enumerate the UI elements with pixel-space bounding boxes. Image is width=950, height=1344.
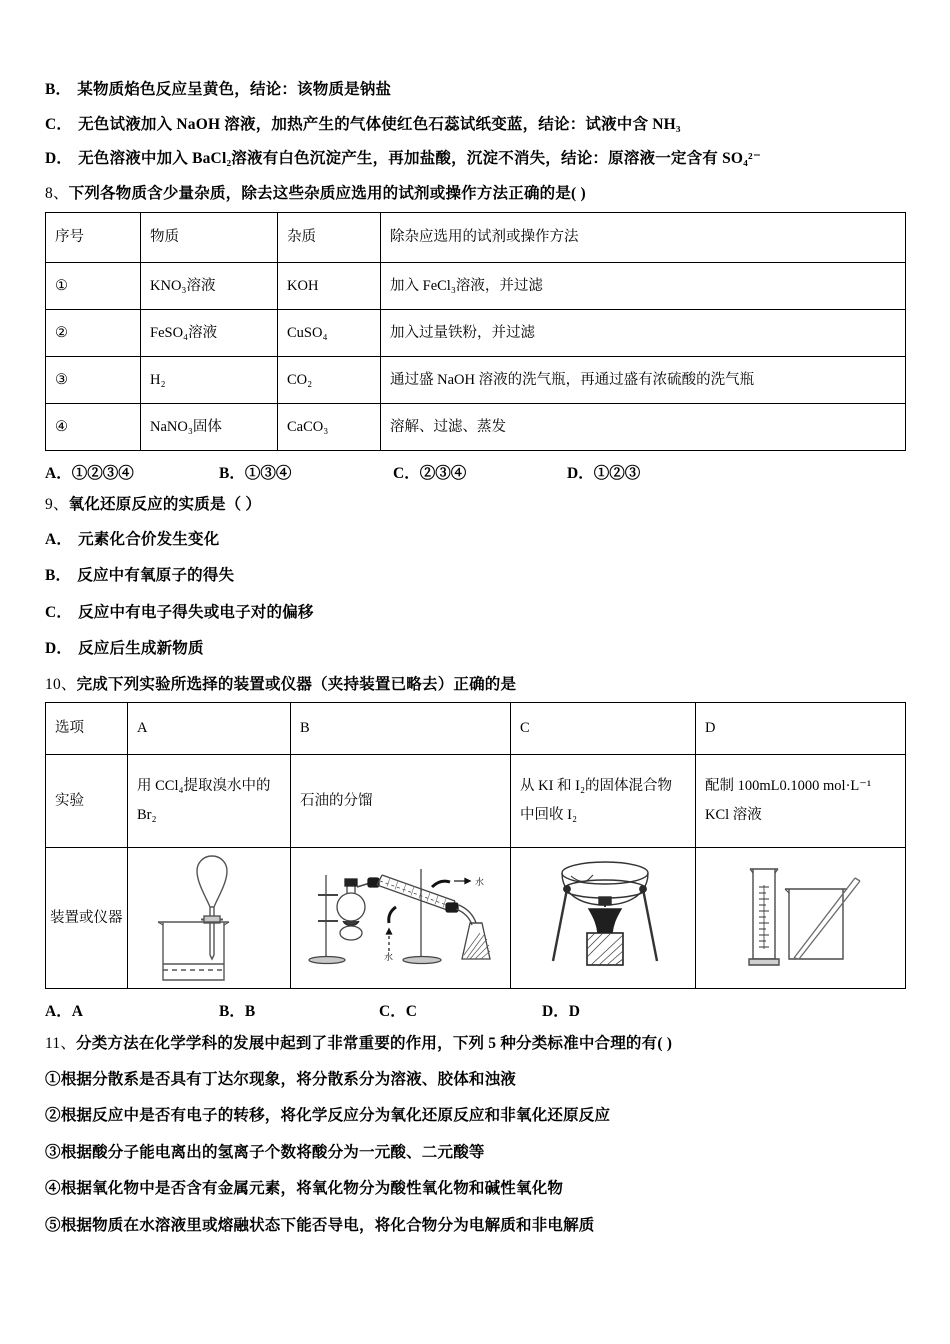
experiment-cell-d	[696, 755, 906, 848]
cell-substance: NaNO₃固体	[141, 404, 278, 451]
header-cell-a: A	[128, 703, 291, 755]
option-text: 反应中有氧原子的得失	[77, 567, 235, 584]
header-cell-c: C	[511, 703, 696, 755]
experiment-cell-c	[511, 755, 696, 848]
header-cell-method: 除杂应选用的试剂或操作方法	[381, 213, 906, 263]
question-10-text: 完成下列实验所选择的装置或仪器（夹持装置已略去）正确的是	[76, 675, 517, 693]
impurity-removal-table	[45, 212, 906, 451]
question-10-number: 10、	[45, 675, 77, 693]
cell-index: ①	[46, 263, 141, 310]
apparatus-cell-c	[511, 848, 696, 989]
option-d-label: D．	[45, 150, 73, 167]
option-text: 元素化合价发生变化	[78, 530, 220, 548]
question-9-option-c[interactable]	[45, 605, 905, 621]
question-8-stem	[45, 186, 905, 202]
question-8-choices	[45, 461, 905, 482]
question-11-text: 分类方法在化学学科的发展中起到了非常重要的作用，下列 5 种分类标准中合理的有( )	[76, 1035, 673, 1052]
option-d-text: 无色溶液中加入 BaCl₂溶液有白色沉淀产生，再加盐酸，沉淀不消失，结论：原溶液一定含有 SO₄²⁻	[78, 150, 762, 167]
cell-index: ④	[46, 404, 141, 451]
apparatus-cell-d	[696, 848, 906, 989]
cell-substance: KNO₃溶液	[141, 263, 278, 310]
table-header-row	[46, 703, 906, 755]
header-cell-d: D	[696, 703, 906, 755]
table-row	[46, 404, 906, 451]
option-c-text: 无色试液加入 NaOH 溶液，加热产生的气体使红色石蕊试纸变蓝，结论：试液中含 NH₃	[78, 115, 681, 133]
option-label: C．	[45, 603, 73, 621]
choice-a[interactable]: A．A	[45, 1003, 83, 1020]
cell-impurity: KOH	[278, 263, 381, 310]
table-row	[46, 357, 906, 404]
water-label-upper: 水	[474, 877, 484, 887]
option-d-line	[45, 151, 905, 167]
question-11-item-1: ①根据分散系是否具有丁达尔现象，将分散系分为溶液、胶体和浊液	[45, 1070, 517, 1088]
question-11-stem	[45, 1036, 905, 1052]
header-cell-b: B	[291, 703, 511, 755]
choice-d[interactable]: D．D	[542, 1003, 580, 1020]
option-b-label: B．	[45, 81, 72, 98]
question-9-text: 氧化还原反应的实质是（ ）	[68, 496, 262, 513]
cell-impurity: CaCO₃	[278, 404, 381, 451]
experiment-text-b: 石油的分馏	[300, 792, 373, 809]
question-11-item-5: ⑤根据物质在水溶液里或熔融状态下能否导电，将化合物分为电解质和非电解质	[45, 1216, 595, 1234]
question-11-item-4: ④根据氧化物中是否含有金属元素，将氧化物分为酸性氧化物和碱性氧化物	[45, 1180, 564, 1197]
option-label: B．	[45, 567, 72, 584]
question-9-stem	[45, 497, 905, 513]
apparatus-row	[46, 848, 906, 989]
question-8-number: 8、	[45, 184, 69, 202]
question-9-option-a[interactable]	[45, 532, 905, 548]
cell-method: 加入 FeCl₃溶液，并过滤	[381, 263, 906, 310]
header-cell-substance: 物质	[141, 213, 278, 263]
experiment-text-d: 配制 100mL0.1000 mol·L⁻¹ KCl 溶液	[705, 778, 872, 823]
option-c-line	[45, 117, 905, 133]
experiment-cell-a	[128, 755, 291, 848]
option-c-label: C．	[45, 115, 73, 133]
table-header-row	[46, 213, 906, 263]
option-b-text: 某物质焰色反应呈黄色，结论：该物质是钠盐	[77, 81, 392, 98]
graduated-cylinder-beaker-stirring-rod-icon	[739, 859, 867, 977]
choice-d[interactable]: D．①②③	[567, 465, 641, 482]
question-9-option-b[interactable]	[45, 568, 905, 584]
question-8-text: 下列各物质含少量杂质，除去这些杂质应选用的试剂或操作方法正确的是( )	[68, 184, 586, 202]
row-label-apparatus: 装置或仪器	[46, 848, 128, 989]
experiment-row	[46, 755, 906, 848]
header-cell-impurity: 杂质	[278, 213, 381, 263]
question-9-number: 9、	[45, 496, 69, 513]
cell-substance: FeSO₄溶液	[141, 310, 278, 357]
choice-b[interactable]: B．B	[219, 1003, 256, 1020]
option-label: D．	[45, 640, 73, 657]
header-cell-option: 选项	[46, 703, 128, 755]
option-label: A．	[45, 530, 73, 548]
cell-method: 加入过量铁粉，并过滤	[381, 310, 906, 357]
question-11-item-3: ③根据酸分子能电离出的氢离子个数将酸分为一元酸、二元酸等	[45, 1143, 485, 1161]
cell-index: ③	[46, 357, 141, 404]
table-row	[46, 310, 906, 357]
question-11-number: 11、	[45, 1035, 77, 1052]
option-text: 反应中有电子得失或电子对的偏移	[78, 603, 314, 621]
option-b-line	[45, 82, 905, 98]
water-label-lower: 水	[383, 952, 393, 962]
choice-a[interactable]: A．①②③④	[45, 465, 134, 482]
question-10-stem	[45, 677, 905, 693]
cell-method: 溶解、过滤、蒸发	[381, 404, 906, 451]
distillation-apparatus-icon	[304, 859, 502, 977]
cell-substance: H₂	[141, 357, 278, 404]
cell-impurity: CO₂	[278, 357, 381, 404]
experiment-cell-b	[291, 755, 511, 848]
header-cell-index: 序号	[46, 213, 141, 263]
cell-impurity: CuSO₄	[278, 310, 381, 357]
separatory-funnel-and-beaker-icon	[149, 852, 274, 984]
apparatus-selection-table	[45, 702, 906, 989]
row-label-experiment: 实验	[46, 755, 128, 848]
experiment-text-c: 从 KI 和 I₂的固体混合物中回收 I₂	[520, 778, 673, 823]
cell-method: 通过盛 NaOH 溶液的洗气瓶，再通过盛有浓硫酸的洗气瓶	[381, 357, 906, 404]
experiment-text-a: 用 CCl₄提取溴水中的 Br₂	[137, 778, 271, 823]
choice-c[interactable]: C．②③④	[393, 465, 467, 482]
option-text: 反应后生成新物质	[78, 640, 204, 657]
table-row	[46, 263, 906, 310]
question-10-choices	[45, 999, 905, 1020]
apparatus-cell-a	[128, 848, 291, 989]
choice-c[interactable]: C．C	[379, 1003, 417, 1020]
question-9-option-d[interactable]	[45, 641, 905, 657]
choice-b[interactable]: B．①③④	[219, 465, 292, 482]
question-11-item-2: ②根据反应中是否有电子的转移，将化学反应分为氧化还原反应和非氧化还原反应	[45, 1107, 611, 1124]
sublimation-evaporating-dish-tripod-burner-icon	[545, 857, 665, 979]
apparatus-cell-b	[291, 848, 511, 989]
cell-index: ②	[46, 310, 141, 357]
